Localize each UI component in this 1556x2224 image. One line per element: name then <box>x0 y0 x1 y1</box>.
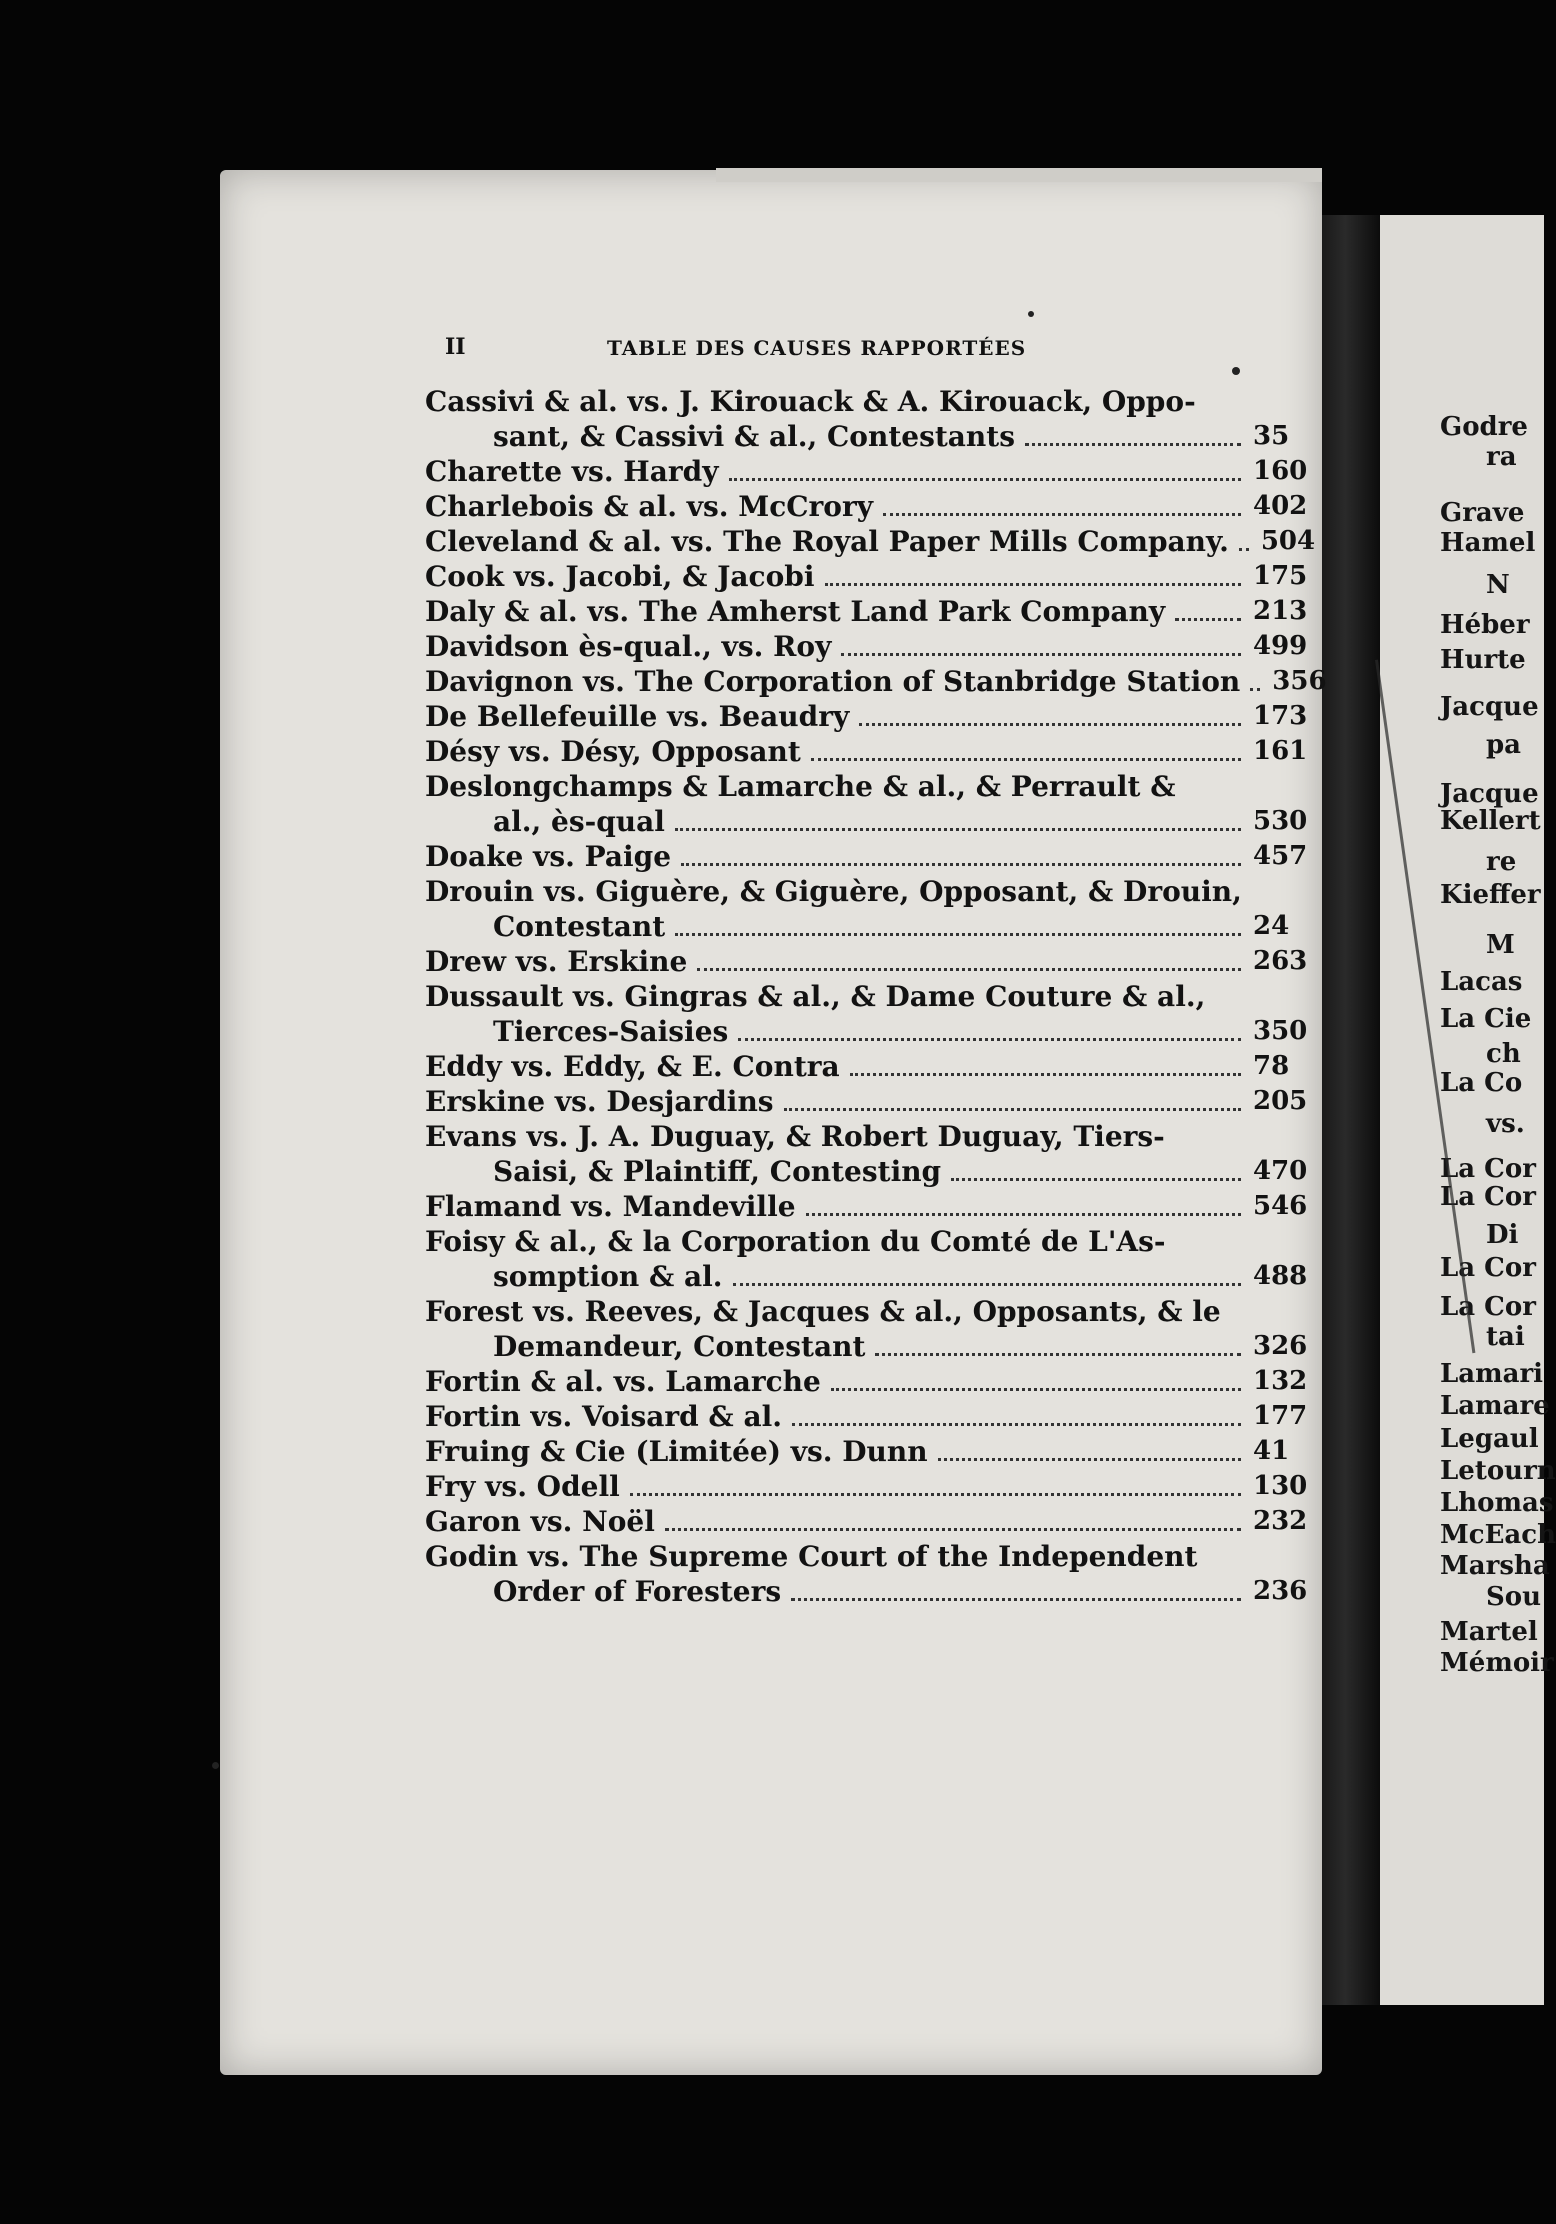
facing-page-line: vs. <box>1486 1109 1525 1139</box>
dot-leader <box>841 652 1241 656</box>
case-title-line <box>425 1119 1325 1154</box>
case-title-line <box>425 1364 1325 1399</box>
facing-page-line: Hamel <box>1440 528 1536 558</box>
page-number: 175 <box>1253 561 1308 591</box>
case-entry <box>425 874 1325 944</box>
case-entry <box>425 1539 1325 1609</box>
page-number: 213 <box>1253 596 1308 626</box>
case-entry <box>425 629 1325 664</box>
page-number: 326 <box>1253 1331 1308 1361</box>
case-title-line <box>425 769 1325 804</box>
case-entry <box>425 384 1325 454</box>
case-title-text: Charette vs. Hardy <box>425 455 719 488</box>
facing-page-line: La Co <box>1440 1068 1523 1098</box>
case-title-line <box>425 1469 1325 1504</box>
case-entry <box>425 664 1325 699</box>
table-of-cases <box>425 384 1325 1609</box>
facing-page-line: La Cor <box>1440 1182 1536 1212</box>
case-title-line <box>425 1399 1325 1434</box>
case-entry <box>425 1084 1325 1119</box>
page-number: 236 <box>1253 1576 1308 1606</box>
dot-leader <box>1250 687 1260 691</box>
facing-page-line: Kieffer <box>1440 880 1541 910</box>
case-title-text: Davidson ès-qual., vs. Roy <box>425 630 832 663</box>
case-title-line <box>425 1049 1325 1084</box>
dot-leader <box>1175 617 1241 621</box>
case-title-line <box>425 559 1325 594</box>
dot-leader <box>675 827 1241 831</box>
case-entry <box>425 1049 1325 1084</box>
dot-leader <box>825 582 1242 586</box>
dot-leader <box>850 1072 1241 1076</box>
case-title-text: Deslongchamps & Lamarche & al., & Perrault & <box>425 770 1176 803</box>
page-number: 78 <box>1253 1051 1290 1081</box>
speck <box>212 1762 219 1769</box>
facing-page-line: Héber <box>1440 610 1530 640</box>
case-entry <box>425 489 1325 524</box>
facing-page-line: Sou <box>1486 1582 1542 1612</box>
case-entry <box>425 594 1325 629</box>
case-title-continuation <box>425 1259 1325 1294</box>
case-title-text: Cook vs. Jacobi, & Jacobi <box>425 560 815 593</box>
page-number: 173 <box>1253 701 1308 731</box>
facing-page-line: N <box>1486 570 1510 600</box>
case-title-line <box>425 979 1325 1014</box>
case-title-text: Cleveland & al. vs. The Royal Paper Mills Company. <box>425 525 1229 558</box>
dot-leader <box>681 862 1241 866</box>
facing-page-line: Di <box>1486 1220 1519 1250</box>
case-title-line <box>425 734 1325 769</box>
facing-page-line: Jacque <box>1440 692 1539 722</box>
book-gutter <box>1322 215 1380 2005</box>
page-number: 205 <box>1253 1086 1308 1116</box>
facing-page-line: ch <box>1486 1039 1521 1069</box>
case-entry <box>425 699 1325 734</box>
case-title-text: Dussault vs. Gingras & al., & Dame Couture & al., <box>425 980 1206 1013</box>
case-entry <box>425 839 1325 874</box>
case-entry <box>425 1504 1325 1539</box>
dot-leader <box>665 1527 1241 1531</box>
case-title-line <box>425 944 1325 979</box>
case-title-line <box>425 874 1325 909</box>
case-title-text: Evans vs. J. A. Duguay, & Robert Duguay, Tiers- <box>425 1120 1165 1153</box>
page-number: 161 <box>1253 736 1308 766</box>
facing-page-line: La Cie <box>1440 1004 1532 1034</box>
case-title-line <box>425 454 1325 489</box>
case-title-text: Fruing & Cie (Limitée) vs. Dunn <box>425 1435 928 1468</box>
case-title-continuation <box>425 419 1325 454</box>
facing-page-line: McEach <box>1440 1520 1556 1550</box>
case-title-continuation <box>425 909 1325 944</box>
facing-page-line: Marsha <box>1440 1551 1550 1581</box>
case-title-line <box>425 664 1325 699</box>
case-entry <box>425 559 1325 594</box>
case-title-text: Demandeur, Contestant <box>493 1330 866 1363</box>
facing-page-line: Grave <box>1440 498 1525 528</box>
case-title-text: Fortin vs. Voisard & al. <box>425 1400 782 1433</box>
facing-page-line: Mémoir <box>1440 1648 1554 1678</box>
case-title-text: Doake vs. Paige <box>425 840 672 873</box>
case-title-line <box>425 699 1325 734</box>
dot-leader <box>675 932 1241 936</box>
case-title-text: al., ès-qual <box>493 805 665 838</box>
page-number: 350 <box>1253 1016 1308 1046</box>
dot-leader <box>875 1352 1241 1356</box>
case-title-line <box>425 384 1325 419</box>
case-title-line <box>425 1504 1325 1539</box>
case-entry <box>425 1294 1325 1364</box>
case-title-text: Daly & al. vs. The Amherst Land Park Company <box>425 595 1166 628</box>
case-title-text: Drew vs. Erskine <box>425 945 688 978</box>
case-title-text: Flamand vs. Mandeville <box>425 1190 796 1223</box>
facing-page-line: Kellert <box>1440 806 1541 836</box>
facing-page-line: Godre <box>1440 412 1528 442</box>
case-title-text: De Bellefeuille vs. Beaudry <box>425 700 850 733</box>
case-title-line <box>425 1224 1325 1259</box>
facing-page-line: Letourn <box>1440 1456 1556 1486</box>
dot-leader <box>811 757 1241 761</box>
facing-page-line: Legaul <box>1440 1424 1539 1454</box>
case-entry <box>425 1399 1325 1434</box>
facing-page-line: Martel <box>1440 1617 1538 1647</box>
case-title-text: Drouin vs. Giguère, & Giguère, Opposant, & Drouin, <box>425 875 1242 908</box>
case-title-line <box>425 524 1325 559</box>
case-title-line <box>425 1294 1325 1329</box>
facing-page-line: re <box>1486 847 1517 877</box>
dot-leader <box>729 477 1241 481</box>
case-title-line <box>425 839 1325 874</box>
case-entry <box>425 1469 1325 1504</box>
facing-page-line: Lamare <box>1440 1391 1550 1421</box>
case-entry <box>425 1364 1325 1399</box>
case-title-text: Saisi, & Plaintiff, Contesting <box>493 1155 942 1188</box>
page-number: 530 <box>1253 806 1308 836</box>
page-number: 24 <box>1253 911 1290 941</box>
case-title-line <box>425 489 1325 524</box>
case-title-text: somption & al. <box>493 1260 723 1293</box>
case-title-continuation <box>425 1329 1325 1364</box>
case-title-text: Fortin & al. vs. Lamarche <box>425 1365 821 1398</box>
facing-page-line: Hurte <box>1440 645 1526 675</box>
page-number: 35 <box>1253 421 1290 451</box>
case-title-text: Order of Foresters <box>493 1575 782 1608</box>
case-title-text: Foisy & al., & la Corporation du Comté de L'As- <box>425 1225 1166 1258</box>
case-entry <box>425 944 1325 979</box>
case-title-line <box>425 1434 1325 1469</box>
case-title-text: Forest vs. Reeves, & Jacques & al., Opposants, & le <box>425 1295 1221 1328</box>
page-number: 132 <box>1253 1366 1308 1396</box>
facing-page-line: M <box>1486 930 1515 960</box>
speck <box>1232 367 1240 375</box>
case-title-text: Davignon vs. The Corporation of Stanbridge Station <box>425 665 1241 698</box>
running-head-title: TABLE DES CAUSES RAPPORTÉES <box>607 336 1027 360</box>
dot-leader <box>806 1212 1241 1216</box>
page-folio: II <box>445 334 466 360</box>
case-entry <box>425 769 1325 839</box>
page-number: 130 <box>1253 1471 1308 1501</box>
case-title-continuation <box>425 1574 1325 1609</box>
case-title-text: Tierces-Saisies <box>493 1015 729 1048</box>
dot-leader <box>859 722 1241 726</box>
dot-leader <box>738 1037 1241 1041</box>
case-title-line <box>425 594 1325 629</box>
facing-page-line: Lhomas <box>1440 1488 1554 1518</box>
case-title-text: Erskine vs. Desjardins <box>425 1085 774 1118</box>
page-number: 356 <box>1272 666 1327 696</box>
case-title-line <box>425 629 1325 664</box>
dot-leader <box>831 1387 1241 1391</box>
facing-page-line: Lamari <box>1440 1359 1544 1389</box>
case-entry <box>425 524 1325 559</box>
page-number: 504 <box>1260 526 1316 556</box>
dot-leader <box>883 512 1241 516</box>
page-number: 160 <box>1253 456 1308 486</box>
dot-leader <box>1239 547 1249 551</box>
case-title-line <box>425 1189 1325 1224</box>
facing-page-line: Lacas <box>1440 967 1523 997</box>
case-title-continuation <box>425 804 1325 839</box>
case-title-text: Eddy vs. Eddy, & E. Contra <box>425 1050 840 1083</box>
facing-page-line: pa <box>1486 730 1522 760</box>
facing-page-line: ra <box>1486 442 1517 472</box>
case-title-line <box>425 1084 1325 1119</box>
page-number: 232 <box>1253 1506 1308 1536</box>
page-number: 457 <box>1253 841 1308 871</box>
case-entry <box>425 454 1325 489</box>
case-entry <box>425 734 1325 769</box>
page-number: 177 <box>1253 1401 1308 1431</box>
dot-leader <box>1025 442 1241 446</box>
case-entry <box>425 1224 1325 1294</box>
page-number: 263 <box>1253 946 1308 976</box>
case-entry <box>425 1119 1325 1189</box>
dot-leader <box>938 1457 1241 1461</box>
page-number: 546 <box>1253 1191 1308 1221</box>
page-number: 470 <box>1253 1156 1308 1186</box>
facing-page-line: La Cor <box>1440 1292 1536 1322</box>
dot-leader <box>733 1282 1241 1286</box>
dot-leader <box>630 1492 1241 1496</box>
case-title-continuation <box>425 1014 1325 1049</box>
case-title-text: Cassivi & al. vs. J. Kirouack & A. Kirouack, Oppo- <box>425 385 1196 418</box>
case-title-text: Charlebois & al. vs. McCrory <box>425 490 873 523</box>
case-title-text: Godin vs. The Supreme Court of the Independent <box>425 1540 1198 1573</box>
case-title-text: sant, & Cassivi & al., Contestants <box>493 420 1015 453</box>
speck <box>1028 311 1034 317</box>
case-title-continuation <box>425 1154 1325 1189</box>
page-number: 499 <box>1253 631 1308 661</box>
facing-page-line: tai <box>1486 1322 1525 1352</box>
page-edge <box>716 168 1322 182</box>
case-title-text: Contestant <box>493 910 666 943</box>
running-head <box>445 334 1305 364</box>
dot-leader <box>784 1107 1241 1111</box>
case-entry <box>425 1434 1325 1469</box>
page-number: 402 <box>1253 491 1308 521</box>
dot-leader <box>791 1597 1241 1601</box>
facing-page-line: Jacque <box>1440 779 1539 809</box>
facing-page-line: La Cor <box>1440 1253 1536 1283</box>
case-title-text: Désy vs. Désy, Opposant <box>425 735 801 768</box>
case-entry <box>425 979 1325 1049</box>
case-title-text: Garon vs. Noël <box>425 1505 655 1538</box>
dot-leader <box>697 967 1241 971</box>
case-title-line <box>425 1539 1325 1574</box>
page-number: 488 <box>1253 1261 1308 1291</box>
case-title-text: Fry vs. Odell <box>425 1470 620 1503</box>
page-number: 41 <box>1253 1436 1290 1466</box>
dot-leader <box>792 1422 1241 1426</box>
dot-leader <box>951 1177 1241 1181</box>
facing-page-line: La Cor <box>1440 1154 1536 1184</box>
case-entry <box>425 1189 1325 1224</box>
